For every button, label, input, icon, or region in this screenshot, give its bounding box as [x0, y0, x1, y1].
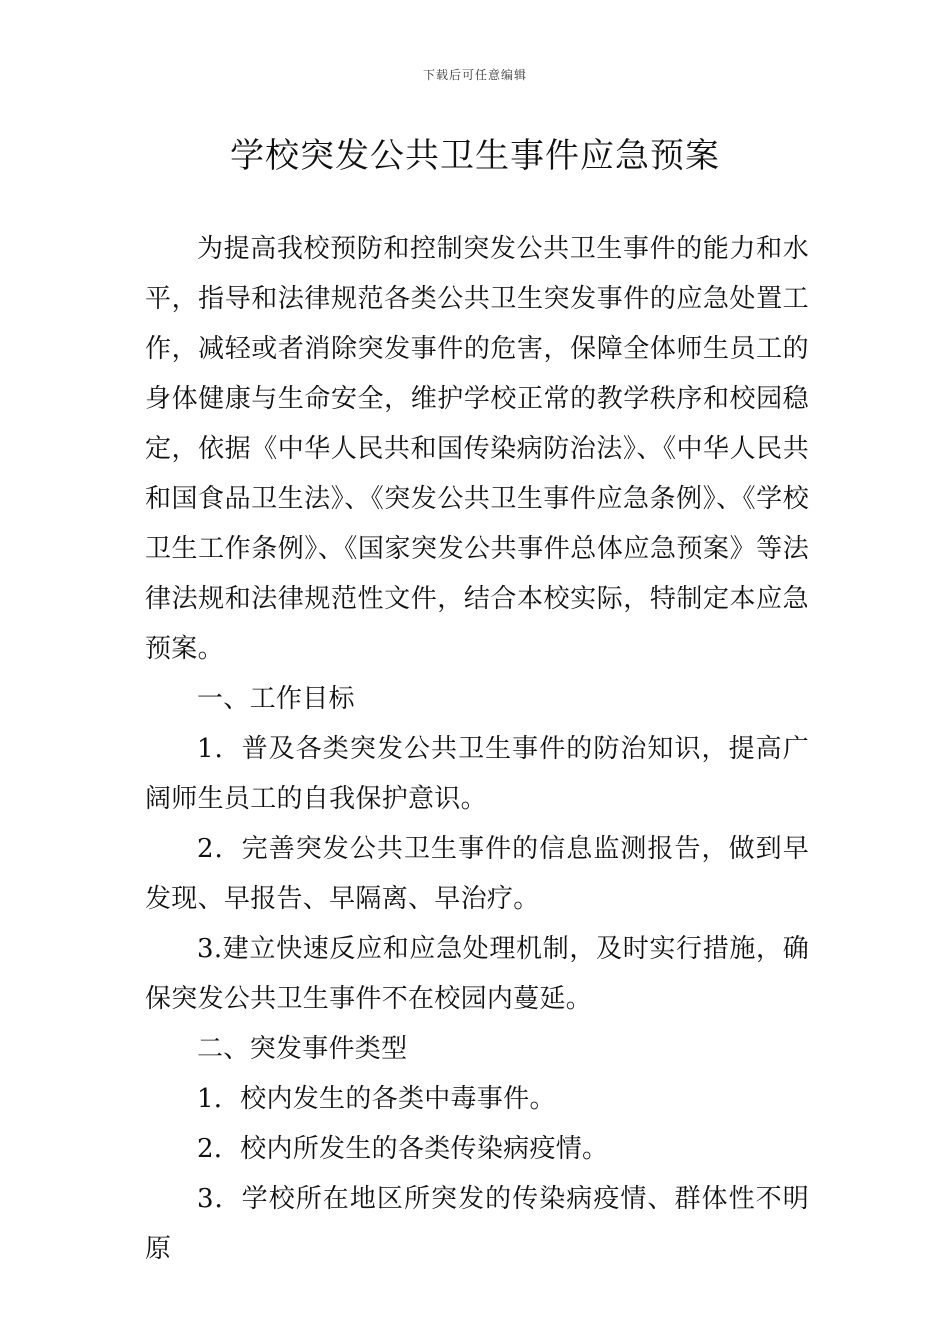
section-heading-work-goals: 一、工作目标	[197, 684, 355, 714]
document-body	[145, 224, 809, 1274]
document-title: 学校突发公共卫生事件应急预案	[230, 136, 720, 176]
event-type-item-3: 3．学校所在地区所突发的传染病疫情、群体性不明原	[145, 1184, 809, 1264]
goal-item-2: 2．完善突发公共卫生事件的信息监测报告，做到早发现、早报告、早隔离、早治疗。	[145, 834, 809, 914]
event-type-item-1: 1．校内发生的各类中毒事件。	[197, 1084, 556, 1114]
section-heading-event-types: 二、突发事件类型	[197, 1034, 408, 1064]
header-note: 下载后可任意编辑	[422, 68, 527, 82]
goal-item-3: 3.建立快速反应和应急处理机制，及时实行措施，确保突发公共卫生事件不在校园内蔓延。	[145, 934, 809, 1014]
event-type-item-2: 2．校内所发生的各类传染病疫情。	[197, 1134, 609, 1164]
goal-item-1: 1．普及各类突发公共卫生事件的防治知识，提高广阔师生员工的自我保护意识。	[145, 734, 809, 814]
intro-paragraph: 为提高我校预防和控制突发公共卫生事件的能力和水平，指导和法律规范各类公共卫生突发事件的应急处置工作，减轻或者消除突发事件的危害，保障全体师生员工的身体健康与生命安全，维护学校正常的教学秩序和校园稳定，依据《中华人民共和国传染病防治法》、《中华人民共和国食品卫生法》、《突发公共卫生事件应急条例》、《学校卫生工作条例》、《国家突发公共事件总体应急预案》等法律法规和法律规范性文件，结合本校实际，特制定本应急预案。	[145, 234, 809, 664]
